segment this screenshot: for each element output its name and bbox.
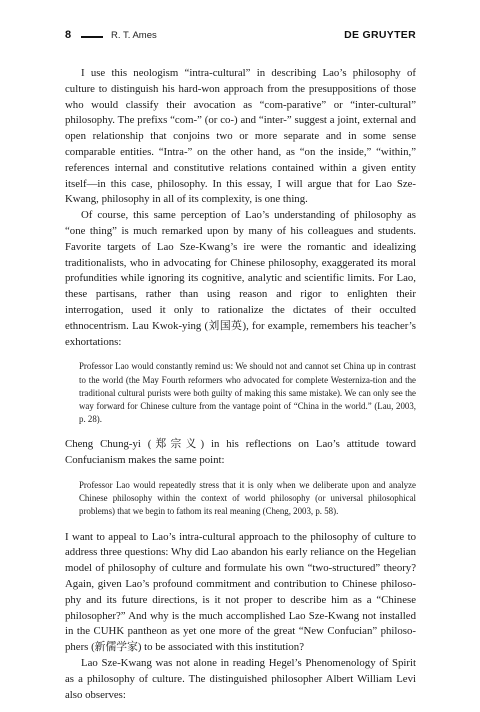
paragraph: Lao Sze-Kwang was not alone in reading Hegel’s Phenomenology of Spirit as a philosophy of culture. The distinguished philosopher Albert William Levi also observes: (65, 656, 416, 701)
paragraph: I want to appeal to Lao’s intra-cultural approach to the philosophy of culture to address three questions: Why did Lao abandon his early reliance on the Hegelian model of philosophy of culture and formulate his own “two-structured” theory? Again, given Lao’s profound commitment and contribution to Chinese philoso-phy and its future directions, is it not proper to describe him as a “Chinese philosopher?” And why is the much accomplished Lao Sze-Kwang not installed in the CUHK pantheon as yet one more of the great “New Confucian” philoso-phers (新儒学家) to be associated with this institution? (65, 530, 416, 654)
running-author: R. T. Ames (111, 30, 157, 41)
paragraph: Cheng Chung-yi (郑宗义) in his reflections on Lao’s attitude toward Confucianism makes the same point: (65, 438, 416, 467)
paragraph: Of course, this same perception of Lao’s understanding of philosophy as “one thing” is much remarked upon by many of his colleagues and students. Favorite targets of Lao Sze-Kwang’s ire were the romantic and idealizing traditionalists, who in advocating for Chinese philosophy, exaggerated its moral profundities while ignoring its cognitive, analytic and scientific limits. For Lao, these partisans, rather than using reason and rigor to enlighten their interrogation, used it only to rationalize the dictates of their occulted ethnocentrism. Lau Kwok-ying (刘国英), for example, remembers his teacher’s exhortations: (65, 209, 416, 348)
block-quote: Professor Lao would repeatedly stress that it is only when we deliberate upon and analyze Chinese philosophy within the context of world philosophy (or universal philosophical problems) that we begin to fathom its real meaning (Cheng, 2003, p. 58). (79, 479, 416, 517)
block-quote: Professor Lao would constantly remind us: We should not and cannot set China up in contrast to the world (the May Fourth reformers who advocated for complete Westerniza-tion and the traditional cultural purists were both guilty of making this same mistake). We can only see the way forward for Chinese culture from the vantage point of “China in the world.” (Lau, 2003, p. 28). (79, 361, 416, 425)
page-number: 8 (65, 29, 72, 41)
publisher-name: DE GRUYTER (344, 29, 416, 41)
paragraph: I use this neologism “intra-cultural” in describing Lao’s philosophy of culture to distinguish his hard-won approach from the presuppositions of those who would classify their avocation as “com-parative” or “inter-cultural” philosophy. The prefixs “com-” (or co-) and “inter-” suggest a joint, external and open relationship that conjoins two or more separate and in some sense comparable entities. “Intra-” on the other hand, as “on the inside,” “within,” references internal and constitutive relations contained within a given entity itself—in this case, philosophy. In this essay, I will argue that for Lao Sze-Kwang, philosophy in all of its complexity, is one thing. (65, 67, 416, 206)
header-rule (81, 36, 103, 38)
running-header (65, 29, 416, 43)
body-text (65, 66, 416, 703)
